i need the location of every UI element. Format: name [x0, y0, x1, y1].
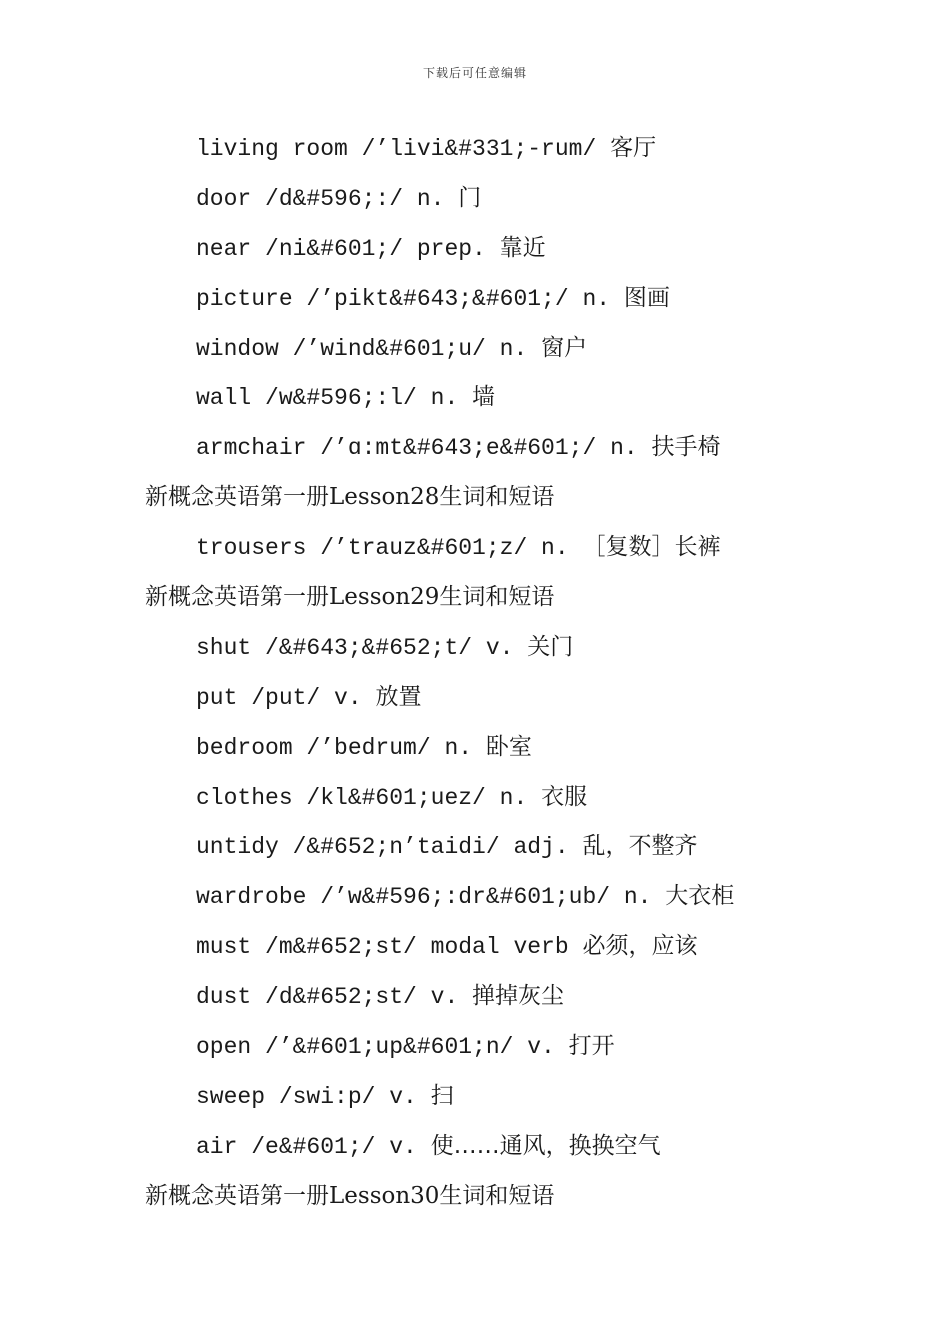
vocab-entry [0, 124, 950, 174]
vocab-entry [0, 324, 950, 374]
vocab-chinese: 放置 [375, 683, 422, 710]
vocab-english: bedroom /’bedrum/ n. [196, 734, 486, 761]
vocab-entry [0, 1022, 950, 1072]
vocab-english: open /’&#601;up&#601;n/ v. [196, 1034, 569, 1061]
vocab-english: armchair /’ɑ:mt&#643;e&#601;/ n. [196, 435, 652, 462]
page-header: 下载后可任意编辑 [422, 66, 527, 80]
vocab-entry [0, 972, 950, 1022]
vocab-chinese: 掸掉灰尘 [472, 983, 565, 1010]
vocab-english: sweep /swi:p/ v. [196, 1083, 431, 1110]
vocab-english: must /m&#652;st/ modal verb [196, 934, 583, 961]
vocab-english: untidy /&#652;n’taidi/ adj. [196, 834, 583, 861]
vocab-chinese: 关门 [527, 633, 574, 660]
vocab-chinese: 图画 [623, 284, 670, 311]
vocab-entry [0, 623, 950, 673]
vocab-entry [0, 922, 950, 972]
vocab-chinese: 衣服 [541, 783, 588, 810]
vocab-chinese: 靠近 [499, 234, 546, 261]
vocab-chinese: 使……通风，换换空气 [430, 1132, 661, 1159]
vocab-english: wall /w&#596;:l/ n. [196, 385, 473, 412]
vocab-entry [0, 822, 950, 872]
vocab-english: wardrobe /’w&#596;:dr&#601;ub/ n. [196, 884, 666, 911]
vocab-english: picture /’pikt&#643;&#601;/ n. [196, 285, 624, 312]
vocab-english: clothes /kl&#601;uez/ n. [196, 784, 542, 811]
vocab-entry [0, 1122, 950, 1172]
vocab-english: window /’wind&#601;u/ n. [196, 335, 542, 362]
vocab-english: put /put/ v. [196, 684, 376, 711]
vocab-entry [0, 1072, 950, 1122]
lesson-heading: 新概念英语第一册Lesson29生词和短语 [145, 584, 555, 611]
vocab-chinese: 扶手椅 [651, 434, 721, 461]
vocab-english: trousers /’trauz&#601;z/ n. [196, 535, 583, 562]
vocab-entry [0, 872, 950, 922]
vocab-english: air /e&#601;/ v. [196, 1133, 431, 1160]
vocab-chinese: 必须，应该 [582, 933, 698, 960]
vocab-english: door /d&#596;:/ n. [196, 185, 459, 212]
lesson-heading: 新概念英语第一册Lesson28生词和短语 [145, 484, 555, 511]
vocab-entry [0, 723, 950, 773]
vocab-chinese: 大衣柜 [665, 883, 735, 910]
vocab-english: living room /’livi&#331;-rum/ [196, 136, 611, 162]
lesson-heading: 新概念英语第一册Lesson30生词和短语 [145, 1182, 555, 1209]
vocab-chinese: 打开 [568, 1033, 615, 1060]
vocab-entry [0, 773, 950, 823]
vocab-english: dust /d&#652;st/ v. [196, 984, 473, 1011]
vocab-chinese: ［复数］长裤 [582, 534, 721, 561]
vocab-chinese: 卧室 [485, 733, 532, 760]
vocab-chinese: 乱，不整齐 [582, 833, 698, 860]
vocab-entry [0, 224, 950, 274]
vocabulary-list [0, 124, 950, 1222]
vocab-entry [0, 673, 950, 723]
vocab-chinese: 墙 [472, 384, 496, 411]
vocab-chinese: 扫 [430, 1082, 454, 1109]
vocab-entry [0, 174, 950, 224]
vocab-entry [0, 373, 950, 423]
vocab-entry [0, 423, 950, 473]
vocab-entry [0, 274, 950, 324]
vocab-entry [0, 523, 950, 573]
vocab-english: shut /&#643;&#652;t/ v. [196, 634, 528, 661]
vocab-english: near /ni&#601;/ prep. [196, 235, 500, 262]
vocab-chinese: 窗户 [541, 334, 588, 361]
vocab-chinese: 客厅 [610, 135, 657, 161]
vocab-chinese: 门 [458, 184, 482, 211]
